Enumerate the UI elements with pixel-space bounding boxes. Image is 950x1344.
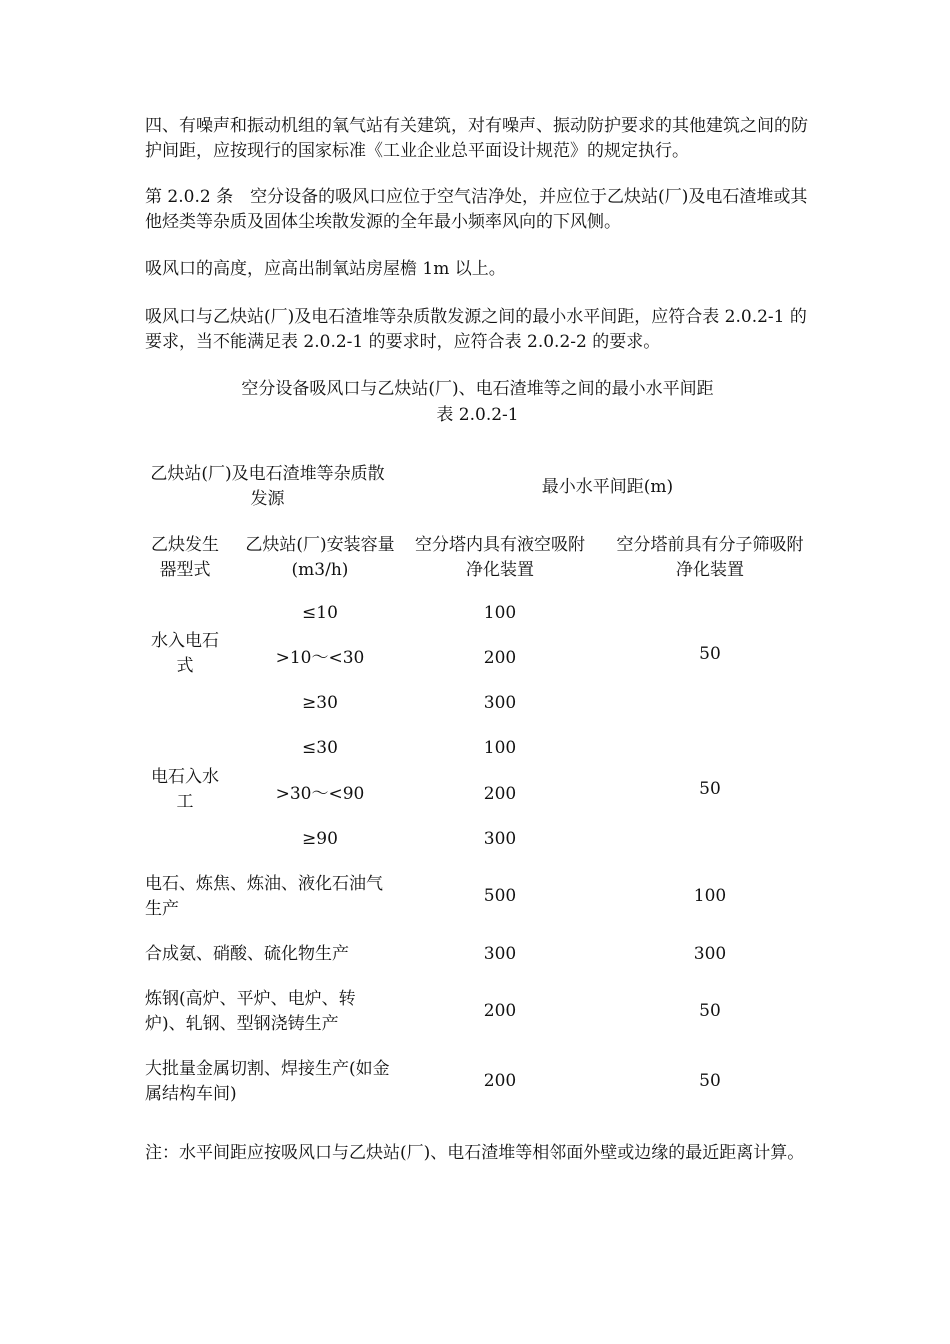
group2-liquid-3: 300 [483,829,517,849]
paragraph-article-2-0-2: 第 2.0.2 条 空分设备的吸风口应位于空气洁净处，并应位于乙炔站(厂)及电石渣堆或其他烃类等杂质及固体尘埃散发源的全年最小频率风向的下风侧。 [145,187,808,232]
table-caption: 空分设备吸风口与乙炔站(厂)、电石渣堆等之间的最小水平间距 [241,379,714,399]
row-source-steel: 炼钢(高炉、平炉、电炉、转炉)、轧钢、型钢浇铸生产 [145,989,356,1034]
row-sieve-steel: 50 [699,1001,721,1021]
group1-capacity-3: ≥30 [302,693,338,713]
row-liquid-welding: 200 [483,1071,517,1091]
group1-sieve: 50 [699,644,721,664]
row-liquid-coking: 500 [483,886,517,906]
row-sieve-ammonia: 300 [693,944,727,964]
group1-capacity-1: ≤10 [302,603,338,623]
group2-capacity-1: ≤30 [302,738,338,758]
group2-type: 电石入水工 [151,767,219,812]
group2-liquid-2: 200 [483,784,517,804]
row-sieve-coking: 100 [693,886,727,906]
header-molecular-sieve: 空分塔前具有分子筛吸附净化装置 [616,535,804,580]
row-source-welding: 大批量金属切割、焊接生产(如金属结构车间) [145,1059,390,1104]
table-number: 表 2.0.2-1 [436,405,519,425]
group1-liquid-3: 300 [483,693,517,713]
header-capacity: 乙炔站(厂)安装容量(m3/h) [245,535,395,580]
row-sieve-welding: 50 [699,1071,721,1091]
group2-capacity-3: ≥90 [302,829,338,849]
group1-liquid-2: 200 [483,648,517,668]
group2-capacity-2: >30～<90 [275,784,365,804]
row-source-coking: 电石、炼焦、炼油、液化石油气生产 [145,874,383,919]
group1-liquid-1: 100 [483,603,517,623]
paragraph-min-distance: 吸风口与乙炔站(厂)及电石渣堆等杂质散发源之间的最小水平间距，应符合表 2.0.2-1 的要求，当不能满足表 2.0.2-1 的要求时，应符合表 2.0.2-2 的要求。 [145,307,807,352]
header-liquid-air: 空分塔内具有液空吸附净化装置 [415,535,585,580]
header-distance: 最小水平间距(m) [541,477,674,497]
header-generator-type: 乙炔发生器型式 [151,535,219,580]
row-liquid-ammonia: 300 [483,944,517,964]
table-note: 注：水平间距应按吸风口与乙炔站(厂)、电石渣堆等相邻面外壁或边缘的最近距离计算。 [145,1143,805,1163]
group1-type: 水入电石式 [151,631,219,676]
group2-liquid-1: 100 [483,738,517,758]
paragraph-noise-protection: 四、有噪声和振动机组的氧气站有关建筑，对有噪声、振动防护要求的其他建筑之间的防护间距，应按现行的国家标准《工业企业总平面设计规范》的规定执行。 [145,116,808,161]
group2-sieve: 50 [699,779,721,799]
paragraph-intake-height: 吸风口的高度，应高出制氧站房屋檐 1m 以上。 [145,259,506,279]
header-source: 乙炔站(厂)及电石渣堆等杂质散发源 [150,464,385,509]
row-liquid-steel: 200 [483,1001,517,1021]
row-source-ammonia: 合成氨、硝酸、硫化物生产 [145,944,349,964]
group1-capacity-2: >10～<30 [275,648,365,668]
